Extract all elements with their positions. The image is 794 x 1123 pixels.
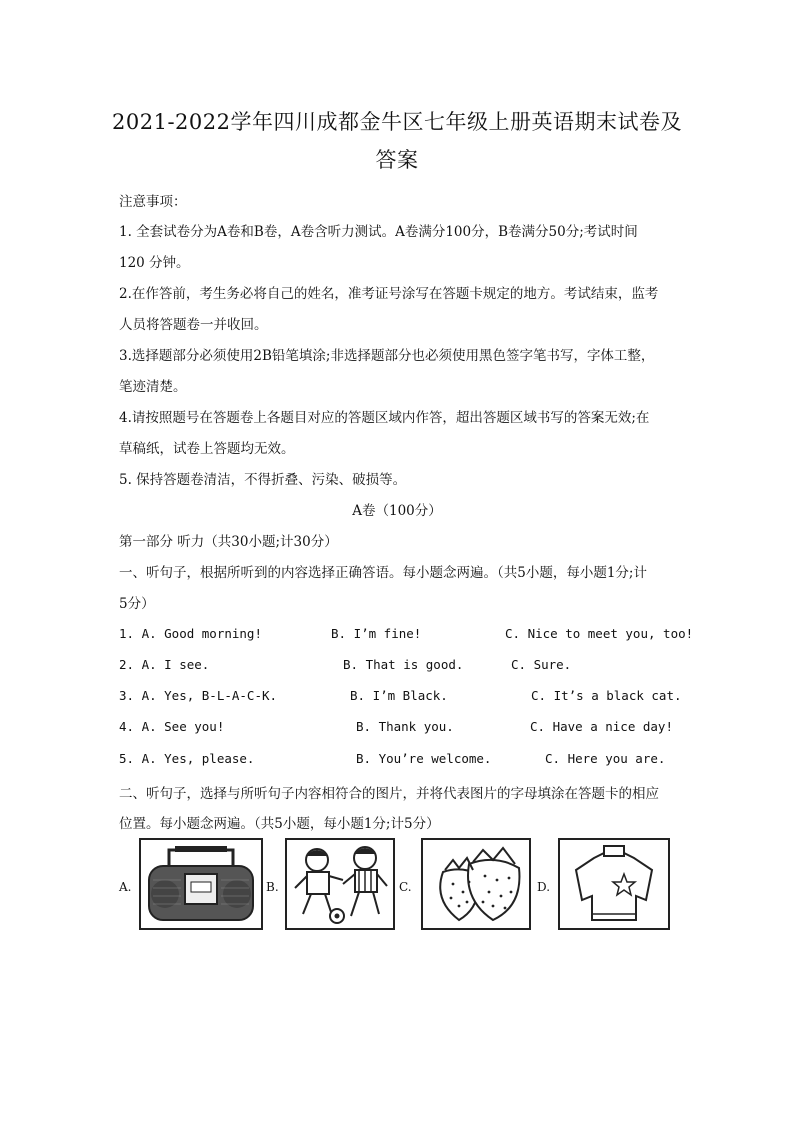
picture-label-a: A. [119,880,132,894]
notice-line: 草稿纸，试卷上答题均无效。 [119,441,295,457]
q3-option-c: C. It’s a black cat. [531,688,682,703]
q3-option-a: 3. A. Yes, B-L-A-C-K. [119,688,278,703]
q2-option-c: C. Sure. [511,657,572,672]
strawberry-picture [421,838,531,930]
soccer-picture [285,838,395,930]
q1-option-b: B. I’m fine! [331,626,422,641]
picture-label-b: B. [266,880,279,894]
picture-label-c: C. [399,880,412,894]
q1-option-c: C. Nice to meet you, too! [505,626,694,641]
kids-playing-icon [287,840,393,928]
sweater-picture [558,838,670,930]
sweater-icon [560,840,668,928]
q4-option-a: 4. A. See you! [119,719,225,734]
q4-option-c: C. Have a nice day! [530,719,673,734]
section1-instruction: 一、听句子，根据所听到的内容选择正确答语。每小题念两遍。（共5小题，每小题1分;计 [119,565,647,581]
q4-option-b: B. Thank you. [356,719,454,734]
notice-line: 笔迹清楚。 [119,379,187,395]
radio-icon [141,840,261,928]
q5-option-c: C. Here you are. [545,751,666,766]
q5-option-a: 5. A. Yes, please. [119,751,255,766]
q2-option-a: 2. A. I see. [119,657,210,672]
q3-option-b: B. I’m Black. [350,688,448,703]
page-title-line1: 2021-2022学年四川成都金牛区七年级上册英语期末试卷及 [112,110,682,134]
page-title-line2: 答案 [375,148,419,172]
notice-line: 人员将答题卷一并收回。 [119,317,268,333]
notice-line: 1. 全套试卷分为A卷和B卷，A卷含听力测试。A卷满分100分，B卷满分50分;考试时间 [119,224,638,240]
notice-line: 3.选择题部分必须使用2B铅笔填涂;非选择题部分也必须使用黑色签字笔书写，字体工整， [119,348,655,364]
notice-line: 5. 保持答题卷清洁，不得折叠、污染、破损等。 [119,472,407,488]
section2-instruction: 二、听句子，选择与所听句子内容相符合的图片，并将代表图片的字母填涂在答题卡的相应 [119,786,659,802]
notice-line: 2.在作答前，考生务必将自己的姓名，准考证号涂写在答题卡规定的地方。考试结束，监考 [119,286,659,302]
picture-label-d: D. [537,880,551,894]
q5-option-b: B. You’re welcome. [356,751,492,766]
radio-picture [139,838,263,930]
q2-option-b: B. That is good. [343,657,464,672]
section2-instruction: 位置。每小题念两遍。（共5小题，每小题1分;计5分） [119,816,440,832]
notice-line: 120 分钟。 [119,255,190,271]
q1-option-a: 1. A. Good morning! [119,626,262,641]
notice-line: 4.请按照题号在答题卷上各题目对应的答题区域内作答，超出答题区域书写的答案无效;在 [119,410,650,426]
notice-heading: 注意事项： [119,194,187,210]
strawberry-icon [423,840,529,928]
part1-heading: 第一部分 听力（共30小题;计30分） [119,534,338,550]
paper-a-heading: A卷（100分） [352,503,442,519]
section1-instruction: 5分） [119,596,155,612]
